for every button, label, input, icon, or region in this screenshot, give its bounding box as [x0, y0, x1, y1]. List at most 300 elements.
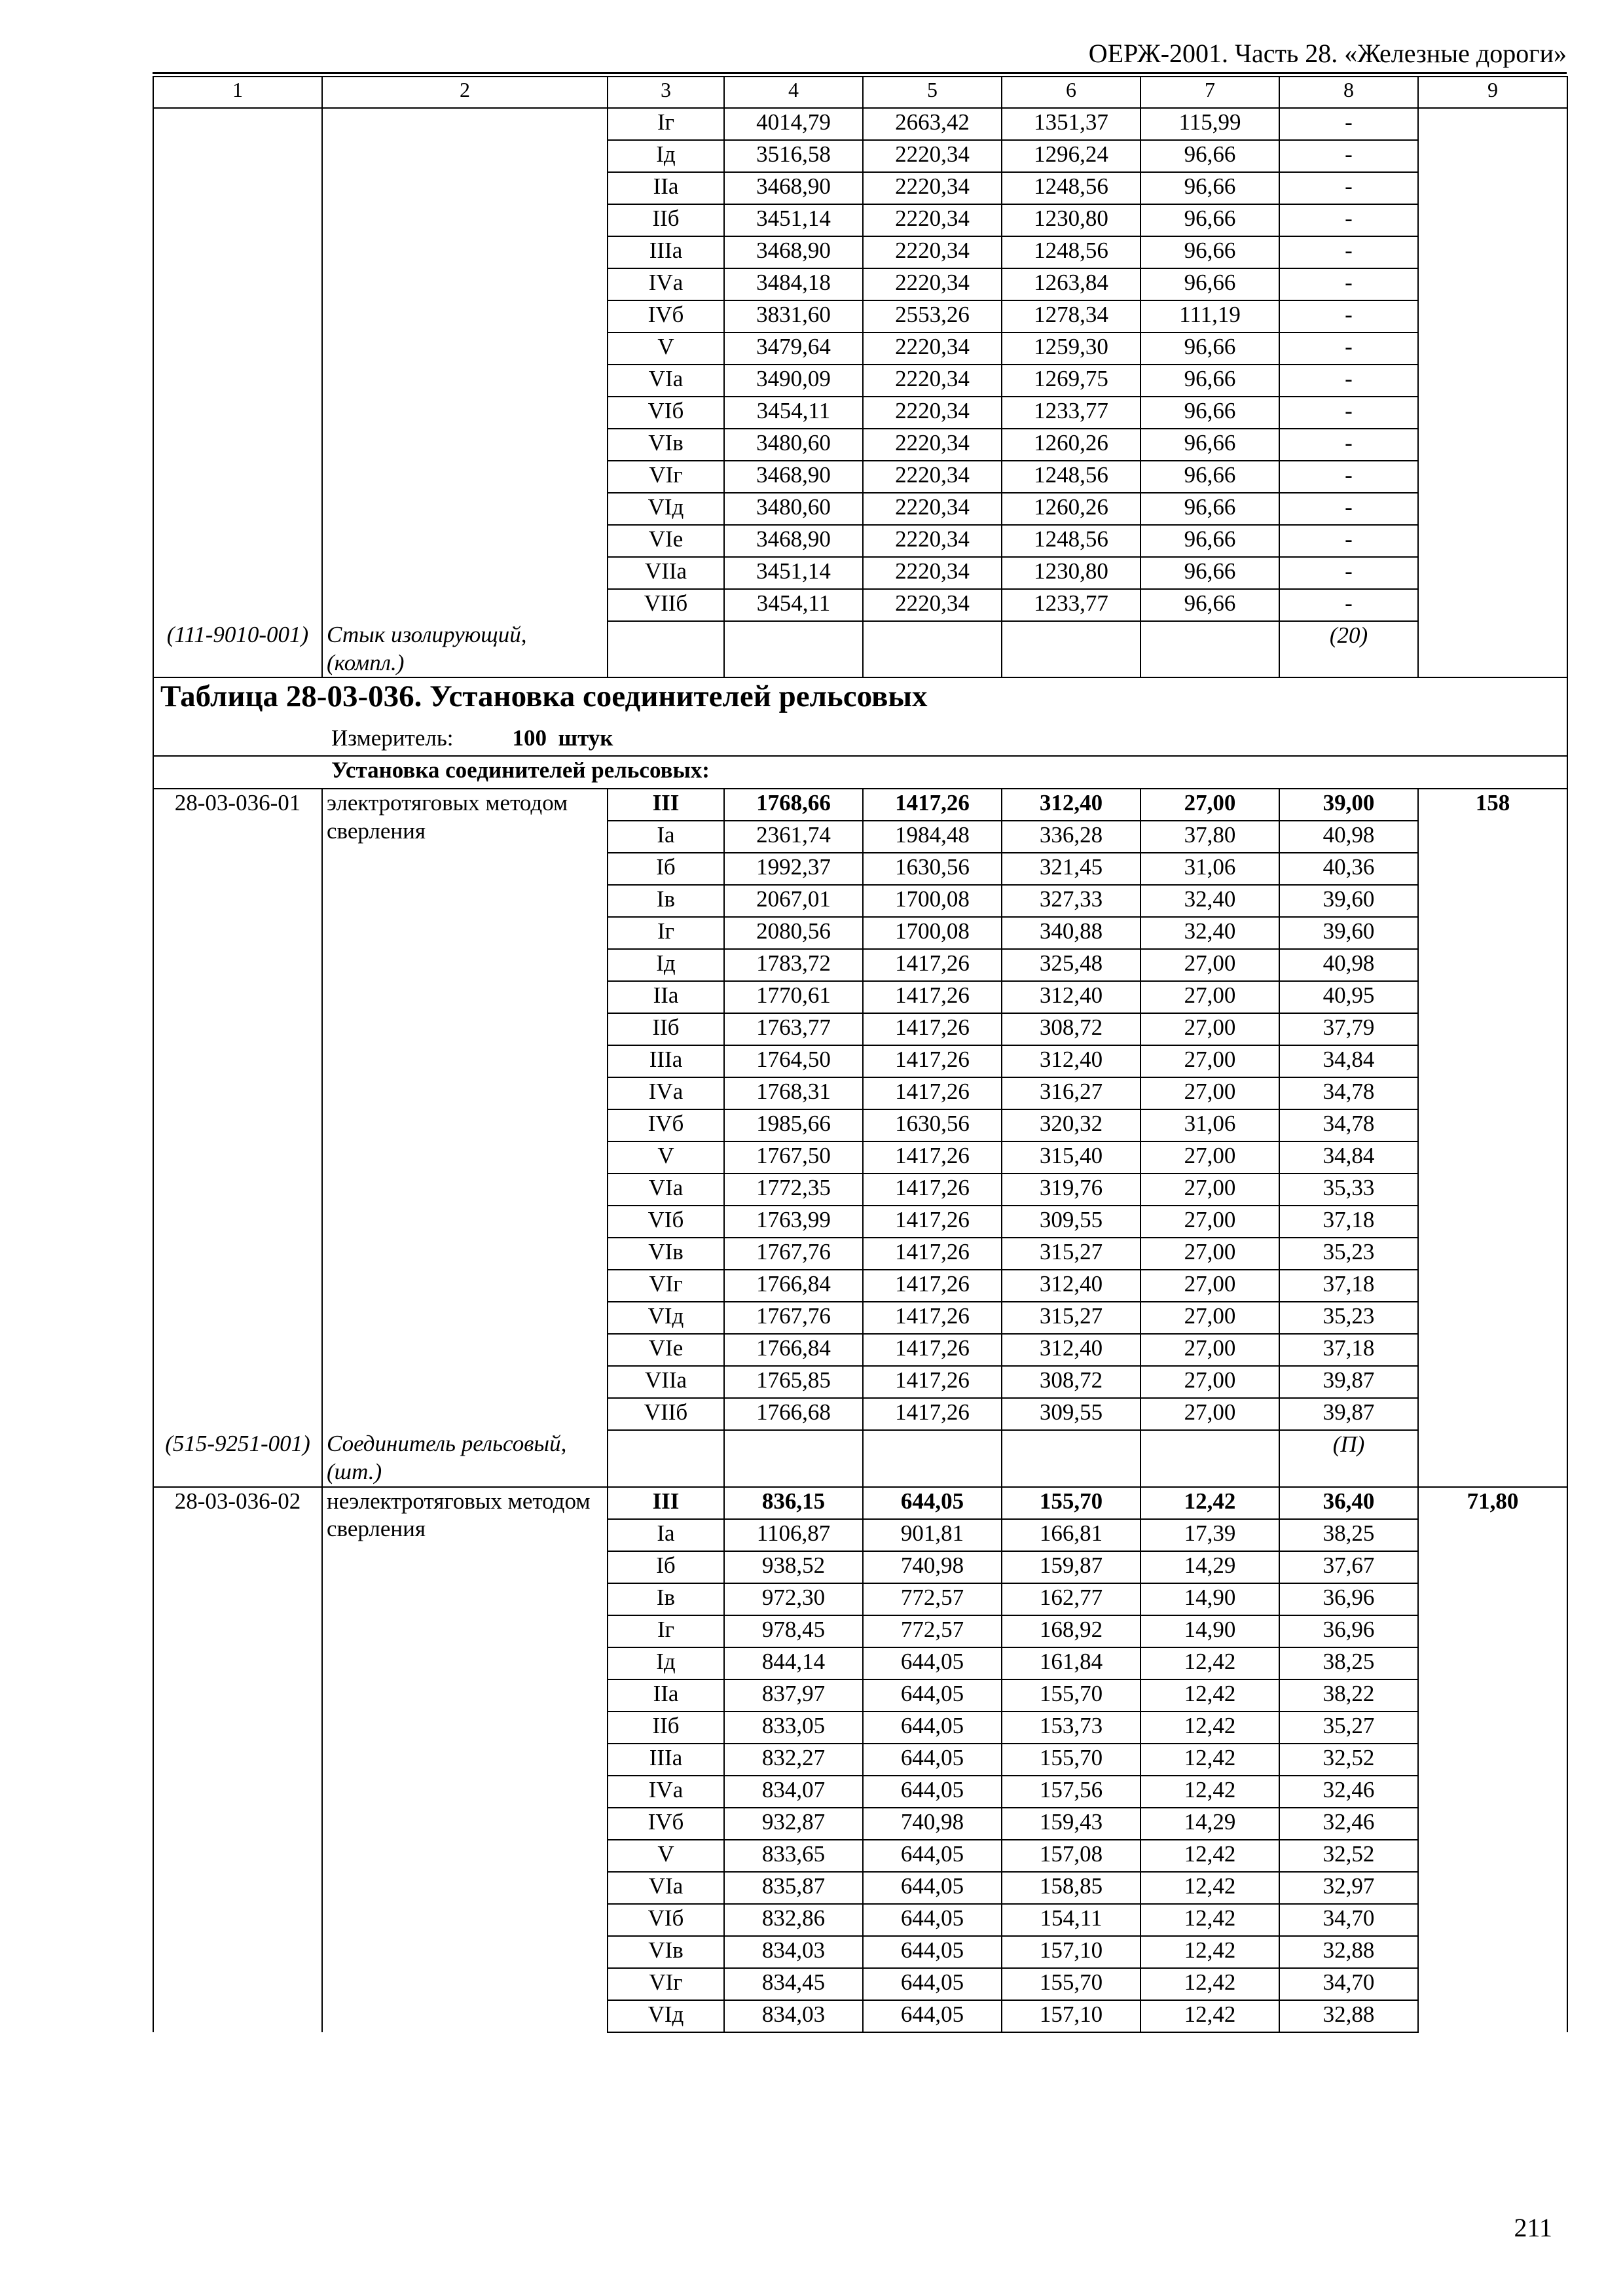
value-cell: 1630,56: [863, 1109, 1002, 1141]
value-cell: 835,87: [724, 1872, 863, 1904]
value-cell: 27,00: [1140, 981, 1279, 1013]
value-cell: 3454,11: [724, 589, 863, 621]
value-cell: 327,33: [1002, 885, 1140, 917]
value-cell: -: [1279, 172, 1418, 204]
material-name: Соединитель рельсовый, (шт.): [322, 1430, 608, 1486]
value-cell: 157,10: [1002, 1936, 1140, 1968]
value-cell: 32,46: [1279, 1808, 1418, 1840]
zone-cell: VIд: [608, 493, 724, 525]
value-cell: 157,08: [1002, 1840, 1140, 1872]
value-cell: 36,96: [1279, 1615, 1418, 1647]
value-cell: 1106,87: [724, 1519, 863, 1551]
column-number: 2: [322, 77, 608, 108]
value-cell: 96,66: [1140, 397, 1279, 429]
norm-cell: 158: [1418, 789, 1567, 1430]
value-cell: 155,70: [1002, 1744, 1140, 1776]
column-number: 7: [1140, 77, 1279, 108]
value-cell: 932,87: [724, 1808, 863, 1840]
value-cell: 96,66: [1140, 493, 1279, 525]
value-cell: 159,87: [1002, 1551, 1140, 1583]
material-note-row: [153, 621, 1567, 677]
value-cell: 36,40: [1279, 1487, 1418, 1519]
group-cell: [153, 756, 1567, 789]
value-cell: 325,48: [1002, 949, 1140, 981]
norm-cell: [1418, 108, 1567, 621]
value-cell: 2220,34: [863, 172, 1002, 204]
value-cell: 1260,26: [1002, 429, 1140, 461]
value-cell: -: [1279, 557, 1418, 589]
item-code: 28-03-036-02: [153, 1487, 322, 2032]
value-cell: 832,27: [724, 1744, 863, 1776]
value-cell: 3468,90: [724, 525, 863, 557]
value-cell: 39,00: [1279, 789, 1418, 821]
value-cell: 740,98: [863, 1808, 1002, 1840]
value-cell: 34,70: [1279, 1904, 1418, 1936]
zone-cell: VIб: [608, 397, 724, 429]
empty-cell: [1002, 621, 1140, 677]
value-cell: 1233,77: [1002, 397, 1140, 429]
value-cell: 833,05: [724, 1712, 863, 1744]
zone-cell: Iд: [608, 949, 724, 981]
column-number: 6: [1002, 77, 1140, 108]
table-row: [153, 1487, 1567, 1519]
zone-cell: VIв: [608, 429, 724, 461]
value-cell: 1351,37: [1002, 108, 1140, 140]
table-title: Таблица 28-03-036. Установка соединителей рельсовых: [153, 677, 1567, 725]
value-cell: 644,05: [863, 2000, 1002, 2032]
value-cell: -: [1279, 332, 1418, 365]
value-cell: 2361,74: [724, 821, 863, 853]
value-cell: 14,90: [1140, 1615, 1279, 1647]
value-cell: 17,39: [1140, 1519, 1279, 1551]
value-cell: 644,05: [863, 1679, 1002, 1712]
value-cell: 901,81: [863, 1519, 1002, 1551]
value-cell: 1630,56: [863, 853, 1002, 885]
value-cell: 3484,18: [724, 268, 863, 300]
item-code: 28-03-036-01: [153, 789, 322, 1430]
value-cell: 1417,26: [863, 981, 1002, 1013]
value-cell: 38,25: [1279, 1647, 1418, 1679]
value-cell: -: [1279, 525, 1418, 557]
value-cell: 32,88: [1279, 1936, 1418, 1968]
value-cell: -: [1279, 397, 1418, 429]
value-cell: 644,05: [863, 1487, 1002, 1519]
value-cell: 157,10: [1002, 2000, 1140, 2032]
value-cell: 96,66: [1140, 332, 1279, 365]
value-cell: 12,42: [1140, 1744, 1279, 1776]
value-cell: 12,42: [1140, 1936, 1279, 1968]
value-cell: 938,52: [724, 1551, 863, 1583]
value-cell: 39,87: [1279, 1398, 1418, 1430]
zone-cell: Iб: [608, 1551, 724, 1583]
value-cell: 309,55: [1002, 1398, 1140, 1430]
value-cell: -: [1279, 140, 1418, 172]
zone-cell: IIа: [608, 981, 724, 1013]
zone-cell: V: [608, 1141, 724, 1174]
zone-cell: VIа: [608, 1872, 724, 1904]
value-cell: 1417,26: [863, 1045, 1002, 1077]
value-cell: 2220,34: [863, 236, 1002, 268]
value-cell: 40,95: [1279, 981, 1418, 1013]
value-cell: 115,99: [1140, 108, 1279, 140]
value-cell: 1417,26: [863, 949, 1002, 981]
value-cell: 1765,85: [724, 1366, 863, 1398]
value-cell: 2220,34: [863, 493, 1002, 525]
zone-cell: Iг: [608, 917, 724, 949]
value-cell: 1767,50: [724, 1141, 863, 1174]
value-cell: 644,05: [863, 1647, 1002, 1679]
value-cell: 155,70: [1002, 1968, 1140, 2000]
zone-cell: VIв: [608, 1238, 724, 1270]
zone-cell: VIа: [608, 1174, 724, 1206]
value-cell: 32,40: [1140, 917, 1279, 949]
value-cell: 32,52: [1279, 1840, 1418, 1872]
value-cell: 978,45: [724, 1615, 863, 1647]
value-cell: 12,42: [1140, 1968, 1279, 2000]
value-cell: 166,81: [1002, 1519, 1140, 1551]
value-cell: 309,55: [1002, 1206, 1140, 1238]
unit-row: [153, 725, 1567, 756]
value-cell: 12,42: [1140, 1776, 1279, 1808]
value-cell: 336,28: [1002, 821, 1140, 853]
empty-cell: [1002, 1430, 1140, 1486]
value-cell: 96,66: [1140, 461, 1279, 493]
value-cell: 320,32: [1002, 1109, 1140, 1141]
value-cell: 772,57: [863, 1615, 1002, 1647]
value-cell: 3468,90: [724, 236, 863, 268]
zone-cell: Iг: [608, 108, 724, 140]
value-cell: 96,66: [1140, 204, 1279, 236]
value-cell: 1763,99: [724, 1206, 863, 1238]
value-cell: 158,85: [1002, 1872, 1140, 1904]
zone-cell: V: [608, 1840, 724, 1872]
value-cell: 3454,11: [724, 397, 863, 429]
value-cell: 27,00: [1140, 1302, 1279, 1334]
value-cell: 644,05: [863, 1744, 1002, 1776]
value-cell: 834,45: [724, 1968, 863, 2000]
value-cell: 34,70: [1279, 1968, 1418, 2000]
value-cell: 1770,61: [724, 981, 863, 1013]
value-cell: 96,66: [1140, 429, 1279, 461]
value-cell: -: [1279, 589, 1418, 621]
value-cell: 96,66: [1140, 140, 1279, 172]
value-cell: 308,72: [1002, 1366, 1140, 1398]
value-cell: 32,46: [1279, 1776, 1418, 1808]
zone-cell: III: [608, 789, 724, 821]
value-cell: 38,25: [1279, 1519, 1418, 1551]
value-cell: 3451,14: [724, 204, 863, 236]
value-cell: 37,79: [1279, 1013, 1418, 1045]
value-cell: 1263,84: [1002, 268, 1140, 300]
value-cell: 39,60: [1279, 917, 1418, 949]
zone-cell: Iд: [608, 1647, 724, 1679]
zone-cell: VIе: [608, 1334, 724, 1366]
value-cell: 4014,79: [724, 108, 863, 140]
value-cell: 2220,34: [863, 204, 1002, 236]
value-cell: 1417,26: [863, 1077, 1002, 1109]
value-cell: 1248,56: [1002, 172, 1140, 204]
norm-cell: 71,80: [1418, 1487, 1567, 2032]
value-cell: 37,18: [1279, 1206, 1418, 1238]
value-cell: 14,90: [1140, 1583, 1279, 1615]
value-cell: 96,66: [1140, 365, 1279, 397]
value-cell: 35,23: [1279, 1302, 1418, 1334]
value-cell: 37,18: [1279, 1334, 1418, 1366]
item-description: электротяговых методом сверления: [322, 789, 608, 1430]
value-cell: 2080,56: [724, 917, 863, 949]
value-cell: 12,42: [1140, 1487, 1279, 1519]
value-cell: 2553,26: [863, 300, 1002, 332]
value-cell: 27,00: [1140, 1206, 1279, 1238]
zone-cell: VIб: [608, 1206, 724, 1238]
zone-cell: VIг: [608, 1968, 724, 2000]
value-cell: 1700,08: [863, 917, 1002, 949]
table-row: [153, 108, 1567, 140]
zone-cell: Iа: [608, 821, 724, 853]
table-row: [153, 789, 1567, 821]
zone-cell: Iб: [608, 853, 724, 885]
header-rule: [153, 72, 1567, 74]
value-cell: -: [1279, 365, 1418, 397]
value-cell: 1417,26: [863, 1141, 1002, 1174]
material-code: (515-9251-001): [153, 1430, 322, 1486]
zone-cell: V: [608, 332, 724, 365]
rates-table: [153, 76, 1568, 2033]
value-cell: 96,66: [1140, 589, 1279, 621]
value-cell: 14,29: [1140, 1808, 1279, 1840]
value-cell: 1230,80: [1002, 204, 1140, 236]
empty-cell: [1418, 621, 1567, 677]
value-cell: 3480,60: [724, 429, 863, 461]
value-cell: 2220,34: [863, 268, 1002, 300]
value-cell: 37,80: [1140, 821, 1279, 853]
zone-cell: IIа: [608, 172, 724, 204]
value-cell: 27,00: [1140, 1013, 1279, 1045]
zone-cell: Iг: [608, 1615, 724, 1647]
value-cell: 32,97: [1279, 1872, 1418, 1904]
empty-cell: [724, 1430, 863, 1486]
table-title-row: [153, 677, 1567, 725]
value-cell: 154,11: [1002, 1904, 1140, 1936]
value-cell: 31,06: [1140, 1109, 1279, 1141]
value-cell: 1783,72: [724, 949, 863, 981]
value-cell: 1248,56: [1002, 525, 1140, 557]
value-cell: 1296,24: [1002, 140, 1140, 172]
value-cell: 159,43: [1002, 1808, 1140, 1840]
zone-cell: VIд: [608, 2000, 724, 2032]
zone-cell: VIв: [608, 1936, 724, 1968]
zone-cell: IIб: [608, 1712, 724, 1744]
value-cell: 1259,30: [1002, 332, 1140, 365]
zone-cell: IIIа: [608, 1045, 724, 1077]
value-cell: 315,27: [1002, 1302, 1140, 1334]
value-cell: 834,03: [724, 2000, 863, 2032]
empty-cell: [724, 621, 863, 677]
value-cell: 39,60: [1279, 885, 1418, 917]
column-number: 9: [1418, 77, 1567, 108]
zone-cell: IVб: [608, 1109, 724, 1141]
zone-cell: IVа: [608, 268, 724, 300]
value-cell: 34,84: [1279, 1045, 1418, 1077]
value-cell: 644,05: [863, 1776, 1002, 1808]
value-cell: 315,40: [1002, 1141, 1140, 1174]
value-cell: 12,42: [1140, 1679, 1279, 1712]
value-cell: 96,66: [1140, 268, 1279, 300]
value-cell: 27,00: [1140, 1141, 1279, 1174]
value-cell: 834,03: [724, 1936, 863, 1968]
value-cell: 34,84: [1279, 1141, 1418, 1174]
value-cell: 27,00: [1140, 1366, 1279, 1398]
value-cell: 1767,76: [724, 1238, 863, 1270]
material-note-row: [153, 1430, 1567, 1486]
unit-label: Измеритель:: [331, 725, 454, 751]
zone-cell: Iв: [608, 1583, 724, 1615]
value-cell: 312,40: [1002, 1334, 1140, 1366]
zone-cell: VIд: [608, 1302, 724, 1334]
value-cell: 1985,66: [724, 1109, 863, 1141]
value-cell: 27,00: [1140, 1077, 1279, 1109]
value-cell: 3480,60: [724, 493, 863, 525]
value-cell: 315,27: [1002, 1238, 1140, 1270]
value-cell: 12,42: [1140, 1904, 1279, 1936]
zone-cell: VIе: [608, 525, 724, 557]
value-cell: 1766,84: [724, 1270, 863, 1302]
value-cell: 1230,80: [1002, 557, 1140, 589]
value-cell: 833,65: [724, 1840, 863, 1872]
value-cell: 1417,26: [863, 789, 1002, 821]
value-cell: 155,70: [1002, 1679, 1140, 1712]
value-cell: 39,87: [1279, 1366, 1418, 1398]
value-cell: 3468,90: [724, 172, 863, 204]
value-cell: 340,88: [1002, 917, 1140, 949]
value-cell: 2220,34: [863, 140, 1002, 172]
value-cell: 168,92: [1002, 1615, 1140, 1647]
value-cell: 27,00: [1140, 949, 1279, 981]
value-cell: 644,05: [863, 1840, 1002, 1872]
value-cell: 153,73: [1002, 1712, 1140, 1744]
value-cell: 27,00: [1140, 1270, 1279, 1302]
zone-cell: IVа: [608, 1077, 724, 1109]
value-cell: 1763,77: [724, 1013, 863, 1045]
item-description: [322, 108, 608, 621]
value-cell: 31,06: [1140, 853, 1279, 885]
empty-cell: [863, 621, 1002, 677]
value-cell: 1984,48: [863, 821, 1002, 853]
item-code: [153, 108, 322, 621]
value-cell: -: [1279, 236, 1418, 268]
column-number: 8: [1279, 77, 1418, 108]
column-number: 4: [724, 77, 863, 108]
value-cell: 2220,34: [863, 429, 1002, 461]
value-cell: 3468,90: [724, 461, 863, 493]
value-cell: 1417,26: [863, 1270, 1002, 1302]
value-cell: 644,05: [863, 1904, 1002, 1936]
column-number-row: [153, 77, 1567, 108]
value-cell: 1417,26: [863, 1334, 1002, 1366]
value-cell: 32,52: [1279, 1744, 1418, 1776]
value-cell: 40,98: [1279, 949, 1418, 981]
value-cell: 2067,01: [724, 885, 863, 917]
value-cell: 312,40: [1002, 1045, 1140, 1077]
value-cell: 1417,26: [863, 1206, 1002, 1238]
unit-value: 100 штук: [512, 725, 613, 751]
zone-cell: VIIа: [608, 557, 724, 589]
value-cell: 1260,26: [1002, 493, 1140, 525]
zone-cell: IVб: [608, 300, 724, 332]
value-cell: -: [1279, 493, 1418, 525]
value-cell: 32,88: [1279, 2000, 1418, 2032]
zone-cell: VIIб: [608, 589, 724, 621]
value-cell: 1766,68: [724, 1398, 863, 1430]
value-cell: 316,27: [1002, 1077, 1140, 1109]
value-cell: 1417,26: [863, 1174, 1002, 1206]
value-cell: 157,56: [1002, 1776, 1140, 1808]
material-code: (111-9010-001): [153, 621, 322, 677]
value-cell: 35,27: [1279, 1712, 1418, 1744]
value-cell: 12,42: [1140, 1840, 1279, 1872]
empty-cell: [1140, 621, 1279, 677]
value-cell: 2220,34: [863, 589, 1002, 621]
value-cell: 3451,14: [724, 557, 863, 589]
value-cell: -: [1279, 300, 1418, 332]
value-cell: 644,05: [863, 1968, 1002, 2000]
value-cell: 1248,56: [1002, 236, 1140, 268]
value-cell: 27,00: [1140, 1398, 1279, 1430]
value-cell: 2220,34: [863, 557, 1002, 589]
zone-cell: IIIа: [608, 236, 724, 268]
value-cell: 972,30: [724, 1583, 863, 1615]
zone-cell: IIб: [608, 204, 724, 236]
column-number: 5: [863, 77, 1002, 108]
zone-cell: III: [608, 1487, 724, 1519]
unit-cell: [153, 725, 1567, 756]
value-cell: 161,84: [1002, 1647, 1140, 1679]
value-cell: 37,67: [1279, 1551, 1418, 1583]
value-cell: 96,66: [1140, 172, 1279, 204]
zone-cell: IIа: [608, 1679, 724, 1712]
value-cell: 96,66: [1140, 236, 1279, 268]
value-cell: 35,33: [1279, 1174, 1418, 1206]
page-number: 211: [1514, 2213, 1552, 2242]
value-cell: 27,00: [1140, 1334, 1279, 1366]
value-cell: 312,40: [1002, 1270, 1140, 1302]
zone-cell: VIг: [608, 461, 724, 493]
value-cell: 2220,34: [863, 461, 1002, 493]
page-header: ОЕРЖ-2001. Часть 28. «Железные дороги»: [1088, 39, 1567, 68]
zone-cell: Iа: [608, 1519, 724, 1551]
zone-cell: IVа: [608, 1776, 724, 1808]
value-cell: 2220,34: [863, 397, 1002, 429]
value-cell: -: [1279, 461, 1418, 493]
value-cell: 319,76: [1002, 1174, 1140, 1206]
value-cell: 155,70: [1002, 1487, 1140, 1519]
value-cell: 1248,56: [1002, 461, 1140, 493]
empty-cell: [1418, 1430, 1567, 1486]
value-cell: 1764,50: [724, 1045, 863, 1077]
value-cell: 644,05: [863, 1872, 1002, 1904]
value-cell: 836,15: [724, 1487, 863, 1519]
value-cell: -: [1279, 429, 1418, 461]
value-cell: 40,98: [1279, 821, 1418, 853]
value-cell: -: [1279, 268, 1418, 300]
value-cell: -: [1279, 204, 1418, 236]
value-cell: 308,72: [1002, 1013, 1140, 1045]
value-cell: 96,66: [1140, 525, 1279, 557]
value-cell: 12,42: [1140, 1712, 1279, 1744]
value-cell: 38,22: [1279, 1679, 1418, 1712]
column-number: 1: [153, 77, 322, 108]
zone-cell: VIIа: [608, 1366, 724, 1398]
